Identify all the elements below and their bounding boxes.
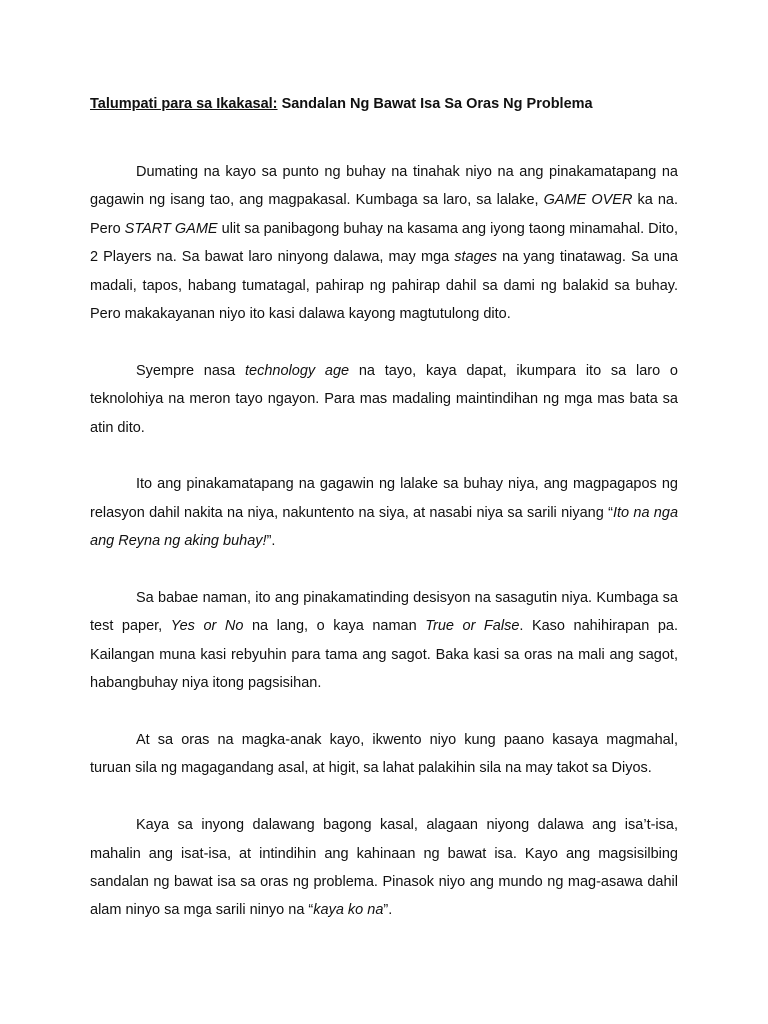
paragraph — [90, 470, 678, 555]
paragraph — [90, 158, 678, 328]
text-segment: Dumating na kayo sa punto ng buhay na tinahak niyo na ang pinakamatapang na gagawin ng isang tao, ang magpakasal. Kumbaga sa laro, sa lalake, — [90, 164, 678, 209]
italic-text: technology age — [245, 362, 350, 379]
text-segment: Kaya sa inyong dalawang bagong kasal, alagaan niyong dalawa ang isa’t-isa, mahalin ang isat-isa, at intindihin ang kahinaan ng bawat isa. Kayo ang magsisilbing sandalan ng bawat isa sa oras ng problema. Pinasok niyo ang mundo ng mag-asawa dahil alam ninyo sa mga sarili ninyo na “ — [90, 817, 678, 919]
italic-text: True or False — [425, 618, 520, 635]
text-segment: Sa babae naman, ito ang pinakamatinding desisyon na sasagutin niya. Kumbaga sa test paper, — [90, 590, 678, 635]
text-segment: . Kaso nahihirapan pa. Kailangan muna kasi rebyuhin para tama ang sagot. Baka kasi sa oras na mali ang sagot, habangbuhay niya itong pagsisihan. — [90, 618, 679, 692]
document-title — [90, 94, 678, 114]
text-segment: na yang tinatawag. Sa una madali, tapos, habang tumatagal, pahirap ng pahirap dahil sa dami ng balakid sa buhay. Pero makakayanan niyo ito kasi dalawa kayong magtutulong dito. — [90, 249, 678, 323]
italic-text: GAME OVER — [543, 192, 633, 209]
italic-text: Yes or No — [170, 618, 244, 635]
paragraph — [90, 584, 678, 698]
paragraph — [90, 357, 678, 442]
text-segment: na tayo, kaya dapat, ikumpara ito sa laro o teknolohiya na meron tayo ngayon. Para mas madaling maintindihan ng mga mas bata sa atin dito. — [90, 362, 678, 436]
title-label: Talumpati para sa Ikakasal: — [90, 96, 278, 112]
text-segment: Ito ang pinakamatapang na gagawin ng lalake sa buhay niya, ang magpagapos ng relasyon dahil nakita na niya, nakuntento na siya, at nasabi niya sa sarili niyang “ — [90, 476, 678, 521]
italic-text: Ito na nga ang Reyna ng aking buhay! — [90, 504, 679, 550]
title-main: Sandalan Ng Bawat Isa Sa Oras Ng Problema — [281, 96, 593, 112]
text-segment: na lang, o kaya naman — [243, 618, 426, 635]
text-segment: Syempre nasa — [136, 362, 245, 379]
text-segment: ”. — [383, 902, 393, 919]
italic-text: START GAME — [124, 220, 218, 237]
text-segment: ”. — [266, 533, 276, 550]
paragraph — [90, 726, 678, 783]
italic-text: stages — [454, 249, 498, 266]
document-body — [90, 158, 678, 925]
text-segment: At sa oras na magka-anak kayo, ikwento niyo kung paano kasaya magmahal, turuan sila ng magagandang asal, at higit, sa lahat palakihin sila na may takot sa Diyos. — [90, 732, 678, 777]
text-segment: ka na. Pero — [90, 192, 678, 237]
paragraph — [90, 811, 678, 925]
italic-text: kaya ko na — [313, 902, 384, 919]
text-segment: ulit sa panibagong buhay na kasama ang iyong taong minamahal. Dito, 2 Players na. Sa bawat laro ninyong dalawa, may mga — [90, 220, 678, 266]
